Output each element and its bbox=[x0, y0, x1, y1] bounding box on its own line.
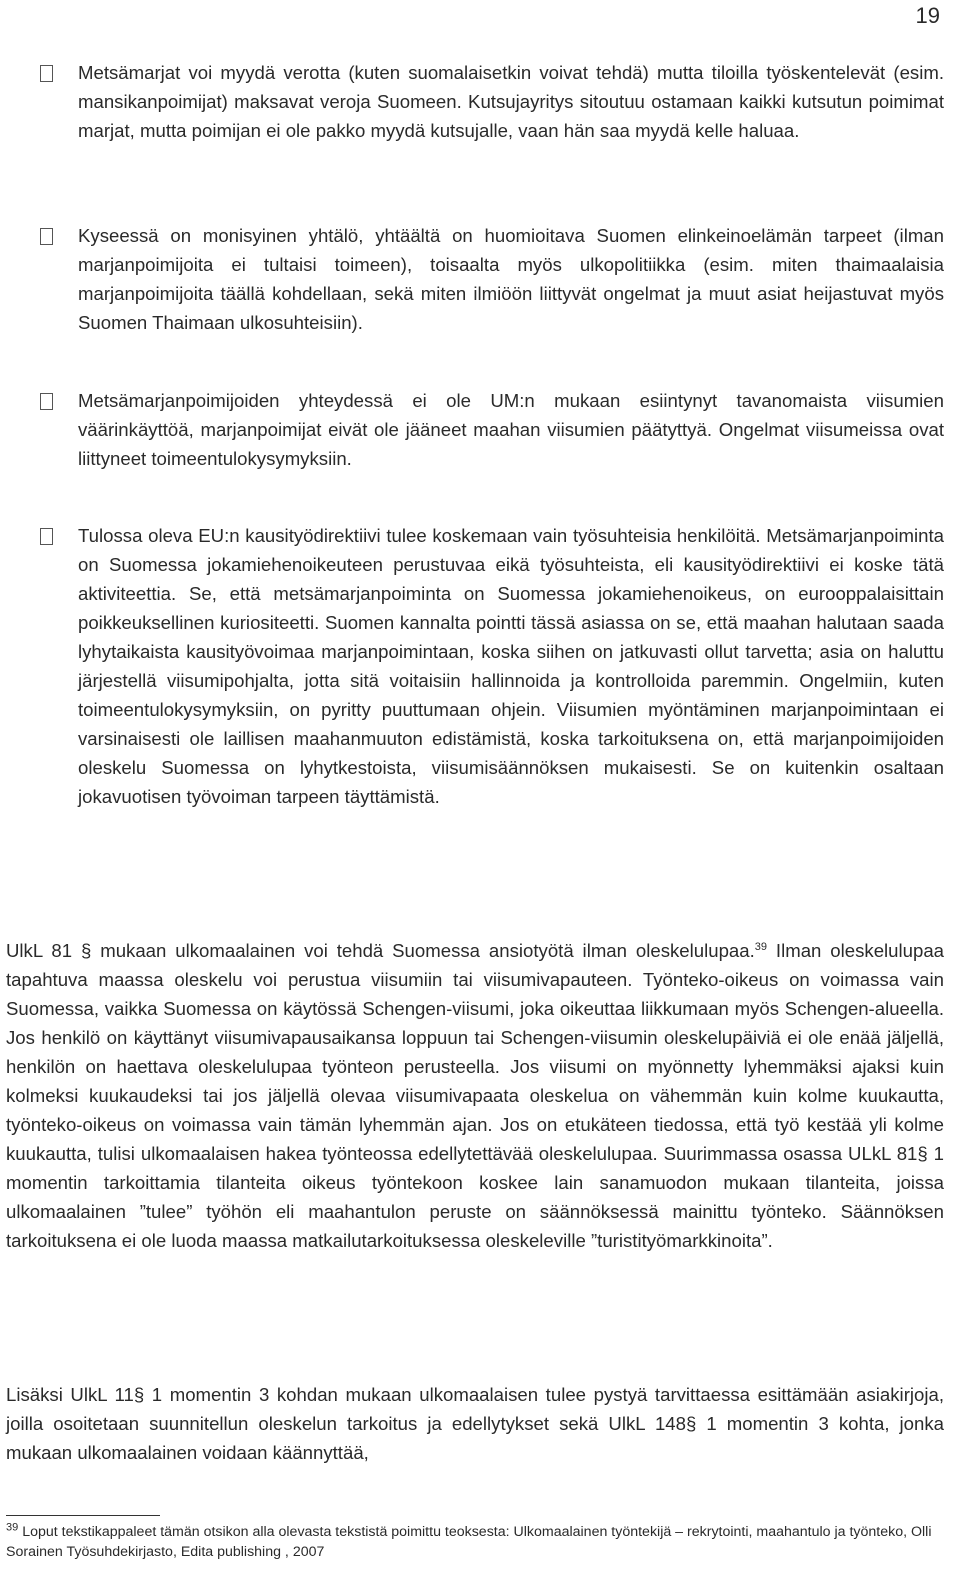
bullet-box-icon bbox=[40, 521, 58, 549]
bullet-item bbox=[40, 58, 944, 145]
body-paragraph bbox=[6, 936, 944, 1255]
bullet-box-icon bbox=[40, 386, 58, 414]
footnote-reference[interactable]: 39 bbox=[754, 940, 768, 953]
paragraph-lead: UlkL 81 § mukaan ulkomaalainen voi tehdä Suomessa ansiotyötä ilman oleskelulupaa. bbox=[6, 940, 755, 961]
page-number: 19 bbox=[915, 3, 940, 28]
bullet-text: Metsämarjanpoimijoiden yhteydessä ei ole UM:n mukaan esiintynyt tavanomaista viisumien väärinkäyttöä, marjanpoimijat eivät ole jääneet maahan viisumien päätyttyä. Ongelmat viisumeissa ovat liittyneet toimeentulokysymyksiin. bbox=[78, 390, 944, 469]
footnote-number: 39 bbox=[6, 1521, 19, 1534]
bullet-item bbox=[40, 221, 944, 337]
footnote bbox=[6, 1522, 944, 1562]
bullet-item bbox=[40, 521, 944, 811]
body-paragraph: Lisäksi UlkL 11§ 1 momentin 3 kohdan mukaan ulkomaalaisen tulee pystyä tarvittaessa esittämään asiakirjoja, joilla osoitetaan suunnitellun oleskelun tarkoitus ja edellytykset sekä UlkL 148§ 1 momentin 3 kohta, jonka mukaan ulkomaalainen voidaan käännyttää, bbox=[6, 1384, 944, 1463]
footnote-text: Loput tekstikappaleet tämän otsikon alla olevasta tekstistä poimittu teoksesta: Ulkomaalainen työntekijä – rekrytointi, maahantulo ja työnteko, Olli Sorainen Työsuhdekirjasto, Edita publishing , 2007 bbox=[6, 1524, 932, 1560]
bullet-box-icon bbox=[40, 58, 58, 86]
bullet-box-icon bbox=[40, 221, 58, 249]
footnote-divider bbox=[6, 1515, 160, 1516]
paragraph-text: Ilman oleskelulupaa tapahtuva maassa oleskelu voi perustua viisumiin tai viisumivapauteen. Työnteko-oikeus on voimassa vain Suomessa, vaikka Suomessa on käytössä Schengen-viisumi, joka oikeuttaa liikkumaan myös Schengen-alueella. Jos henkilö on käyttänyt viisumivapausaikansa loppuun tai Schengen-viisumin oleskelupäiviä ei ole enää jäljellä, henkilön on haettava oleskelulupaa työnteon perusteella. Jos viisumi on myönnetty lyhemmäksi ajaksi kuin kolmeksi kuukaudeksi tai jos jäljellä olevaa viisumivapaata oleskelua on vähemmän kuin kolme kuukautta, työnteko-oikeus on voimassa vain tämän lyhemmän ajan. Jos on etukäteen tiedossa, että työ kestää yli kolme kuukautta, tulisi ulkomaalaisen hakea työnteossa edellytettävää oleskelulupaa. Suurimmassa osassa ULkL 81§ 1 momentin tarkoittamia tilanteita oikeus työntekoon koskee lain sanamuodon mukaan tilanteita, joissa ulkomaalainen ”tulee” työhön eli maahantulon peruste on säännöksessä mainittu työnteko. Säännöksen tarkoituksena ei ole luoda maassa matkailutarkoituksessa oleskeleville ”turistityömarkkinoita”. bbox=[6, 940, 945, 1251]
bullet-text: Metsämarjat voi myydä verotta (kuten suomalaisetkin voivat tehdä) mutta tiloilla työskentelevät (esim. mansikanpoimijat) maksavat veroja Suomeen. Kutsujayritys sitoutuu ostamaan kaikki kutsutun poimimat marjat, mutta poimijan ei ole pakko myydä kutsujalle, vaan hän saa myydä kelle haluaa. bbox=[78, 62, 944, 141]
bullet-item bbox=[40, 386, 944, 473]
bullet-text: Kyseessä on monisyinen yhtälö, yhtäältä on huomioitava Suomen elinkeinoelämän tarpeet (ilman marjanpoimijoita ei tultaisi toimeen), toisaalta myös ulkopolitiikka (esim. miten thaimaalaisia marjanpoimijoita täällä kohdellaan, sekä miten ilmiöön liittyvät ongelmat ja muut asiat heijastuvat myös Suomen Thaimaan ulkosuhteisiin). bbox=[78, 225, 944, 333]
bullet-text: Tulossa oleva EU:n kausityödirektiivi tulee koskemaan vain työsuhteisia henkilöitä. Metsämarjanpoiminta on Suomessa jokamiehenoikeuteen perustuvaa eikä työsuhteista, eli kausityödirektiivi ei koske tätä aktiviteettia. Se, että metsämarjanpoiminta on Suomessa jokamiehenoikeus, on eurooppalaisittain poikkeuksellinen kuriositeetti. Suomen kannalta pointti tässä asiassa on se, että maahan halutaan saada lyhytaikaista kausityövoimaa marjanpoimintaan, koska siihen on jatkuvasti ollut tarvetta; asia on haluttu järjestellä viisumipohjalta, jotta sitä voitaisiin hallinnoida ja kontrolloida paremmin. Ongelmiin, kuten toimeentulokysymyksiin, on pyritty puuttumaan ohjein. Viisumien myöntäminen marjanpoimintaan ei varsinaisesti ole laillisen maahanmuuton edistämistä, koska tarkoituksena on, että marjanpoimijoiden oleskelu Suomessa on lyhytkestoista, viisumisäännöksen mukaisesti. Se on kuitenkin osaltaan jokavuotisen työvoiman tarpeen täyttämistä. bbox=[78, 525, 944, 807]
